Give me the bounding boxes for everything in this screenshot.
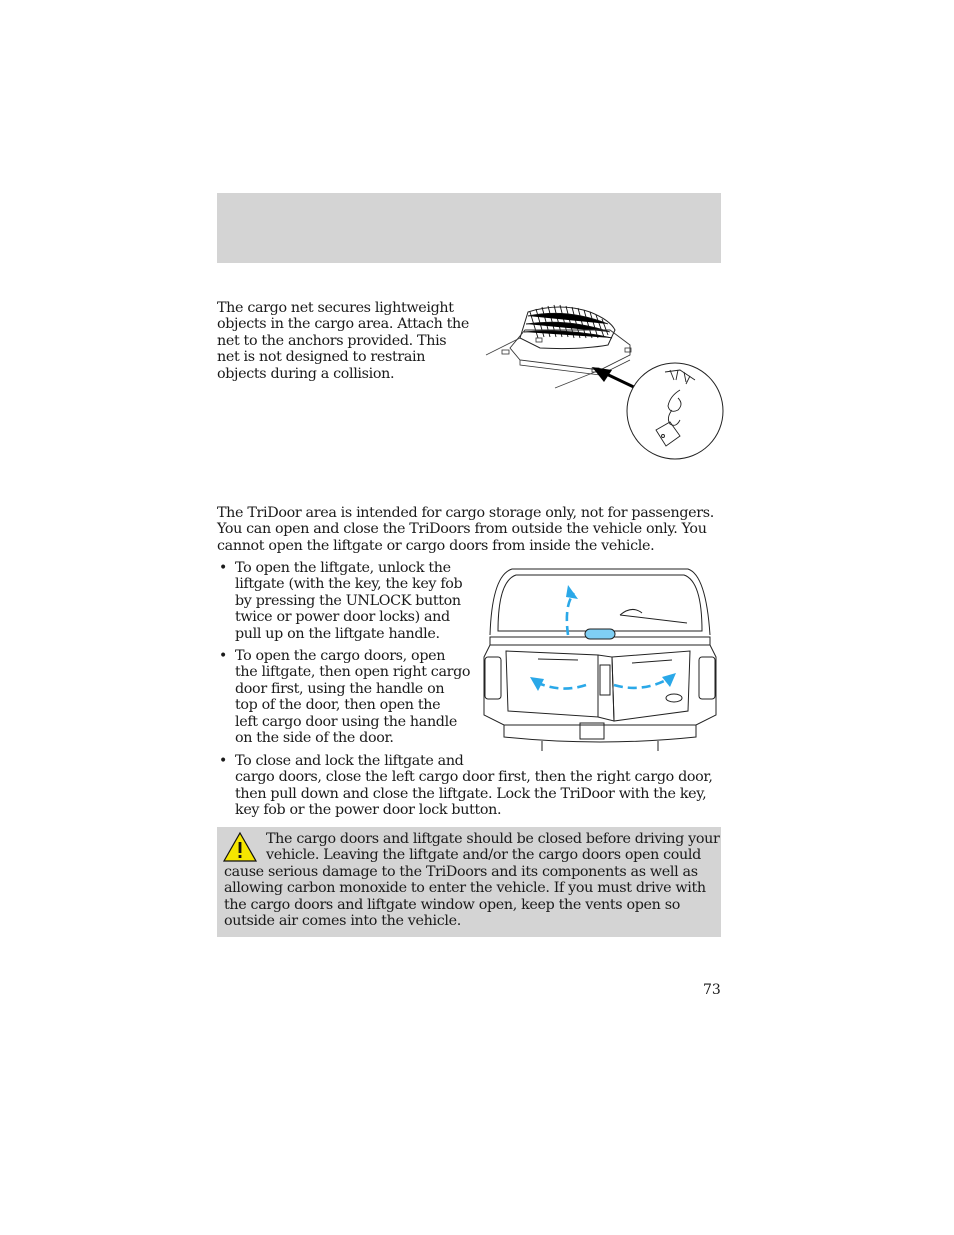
bullet-marker: • [219,560,228,576]
text-line: cannot open the liftgate or cargo doors from inside the vehicle. [217,537,655,554]
arrow-right-door [614,679,668,688]
tridoor-vehicle-illustration [482,565,718,753]
text-line: allowing carbon monoxide to enter the vehicle. If you must drive with [224,880,706,897]
text-line: cause serious damage to the TriDoors and its components as well as [224,863,698,880]
bullet-marker: • [219,753,228,769]
arrow-left-door [538,683,586,689]
text-line: cargo doors, close the left cargo door first, then the right cargo door, [235,769,713,786]
text-line: liftgate (with the key, the key fob [235,576,463,593]
text-line: To open the cargo doors, open [235,648,446,664]
bullet-cargo-doors-open [235,648,470,746]
text-line: To close and lock the liftgate and [235,753,464,769]
text-line: To open the liftgate, unlock the [235,560,451,576]
text-line: net is not designed to restrain [217,349,426,366]
text-line: on the side of the door. [235,730,394,747]
liftgate-handle [585,629,615,639]
text-line: The cargo net secures lightweight [217,300,454,316]
text-line: left cargo door using the handle [235,713,457,730]
text-line: key fob or the power door lock button. [235,802,502,819]
text-line: outside air comes into the vehicle. [224,913,461,930]
text-line: the liftgate, then open right cargo [235,664,471,681]
text-line: net to the anchors provided. This [217,332,447,349]
bullet-liftgate-open [235,560,462,642]
section-header-band [217,193,721,263]
text-line: door first, using the handle on [235,680,445,697]
text-line: the cargo doors and liftgate window open, keep the vents open so [224,896,680,913]
text-line: You can open and close the TriDoors from outside the vehicle only. You [217,521,707,538]
page-number: 73 [703,982,721,998]
text-line: The TriDoor area is intended for cargo storage only, not for passengers. [217,505,714,521]
text-line: twice or power door locks) and [235,609,450,626]
cargo-net-illustration [480,300,730,465]
text-line: The cargo doors and liftgate should be closed before driving your [266,831,720,847]
tridoor-intro [217,505,714,554]
text-line: then pull down and close the liftgate. Lock the TriDoor with the key, [235,785,707,802]
text-line: objects during a collision. [217,365,395,382]
text-line: vehicle. Leaving the liftgate and/or the cargo doors open could [266,847,701,864]
text-line: objects in the cargo area. Attach the [217,316,469,333]
bullet-marker: • [219,648,228,664]
bullet-close-lock [235,753,713,819]
text-line: top of the door, then open the [235,697,441,714]
text-line: pull up on the liftgate handle. [235,625,440,642]
cargo-net-paragraph [217,300,469,382]
warning-text [224,831,719,929]
text-line: by pressing the UNLOCK button [235,592,461,609]
